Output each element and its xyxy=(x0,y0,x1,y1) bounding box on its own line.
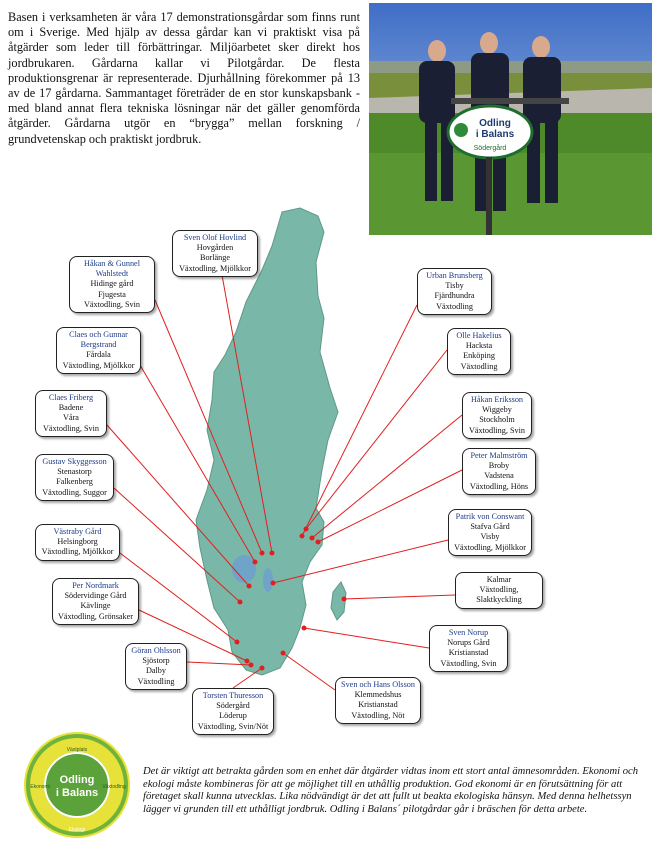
farm-owner: Sven Norup xyxy=(448,628,489,637)
sign-line2: i Balans xyxy=(475,129,515,140)
logo-line2: i Balans xyxy=(55,787,99,799)
farm-card xyxy=(335,677,421,724)
farm-card xyxy=(172,230,258,277)
farm-detail: Växtodling xyxy=(460,361,498,371)
farm-location-dot xyxy=(316,540,320,544)
farm-detail: Södervidinge Gård xyxy=(64,591,127,601)
farm-detail: Växtodling, Nöt xyxy=(351,710,405,720)
farm-detail: Fårdala xyxy=(86,350,111,360)
farm-owner: Sven och Hans Olsson xyxy=(341,680,415,689)
farm-location-dot xyxy=(235,640,239,644)
farm-detail: Växtodling xyxy=(436,301,473,311)
leader-line xyxy=(318,470,462,542)
farm-owner: Per Nordmark xyxy=(72,581,119,590)
farm-detail: Våra xyxy=(63,413,79,423)
sign-line1: Odling xyxy=(479,118,511,129)
farm-card xyxy=(56,327,141,374)
logo-ring-bottom: Ekologi xyxy=(68,827,86,833)
farm-owner: Håkan Eriksson xyxy=(470,395,524,404)
farm-location-dot xyxy=(302,626,306,630)
leader-line xyxy=(304,628,429,648)
farm-card xyxy=(35,524,120,561)
farm-detail: Badene xyxy=(58,403,84,413)
farm-owner: Göran Ohlsson xyxy=(131,646,181,655)
logo-line1: Odling xyxy=(59,774,95,786)
leader-line xyxy=(344,595,455,599)
farm-detail: Växtodling, Suggor xyxy=(42,487,107,497)
farm-owner: Urban Brunsberg xyxy=(426,271,483,280)
farm-detail: Borlänge xyxy=(199,253,230,263)
farm-detail: Enköping xyxy=(463,351,495,361)
intro-text: Basen i verksamheten är våra 17 demonstrationsgårdar som finns runt om i Sverige. Med hjälp av dessa gårdar kan vi praktiskt visa på åtgärder som leder till förbättringar. Miljöarbetet sker direkt hos jordbrukaren. Gårdarna kallar vi Pilotgårdar. De flesta produktionsgrenar är representerade. Djurhållning förekommer på 13 av de 17 gårdarna. Sammantaget företräder de en stor kunskapsbank - med bland annat flera tekniska lösningar när det gäller genomförda åtgärder. Gårdarna utgör en “brygga” mellan forskning / grundvetenskap och praktiskt jordbruk. xyxy=(8,10,360,146)
farm-detail: Löderup xyxy=(219,711,247,721)
logo-ring-top: Växtplats xyxy=(66,747,88,753)
lake-vattern xyxy=(263,568,273,592)
farm-owner: Västraby Gård xyxy=(53,527,102,536)
farm-detail: Kristianstad xyxy=(358,700,398,710)
farm-detail: Helsingborg xyxy=(57,537,98,547)
farm-card xyxy=(447,328,511,375)
farm-owner: Sven Olof Hovlind xyxy=(183,233,247,242)
farm-detail: Växtodling, Mjölkkor xyxy=(41,547,114,557)
farm-card xyxy=(192,688,274,735)
farm-detail: Växtodling, xyxy=(479,585,519,595)
farm-location-dot xyxy=(238,600,242,604)
farm-detail: Norups Gård xyxy=(447,638,490,648)
farm-location-dot xyxy=(260,666,264,670)
farm-detail: Stenastorp xyxy=(57,467,92,477)
farm-detail: Falkenberg xyxy=(56,477,93,487)
farm-detail: Växtodling, Grönsaker xyxy=(57,611,134,621)
farm-detail: Fjugesta xyxy=(98,289,126,299)
farm-detail: Stockholm xyxy=(479,415,515,425)
farm-owner: Olle Hakelius xyxy=(456,331,502,340)
farm-owner: Torsten Thuresson xyxy=(202,691,264,700)
leader-line xyxy=(233,668,262,688)
farm-card xyxy=(448,509,532,556)
logo-ring-left: Ekonomi xyxy=(30,784,50,790)
farm-owner: Claes och Gunnar Bergstrand xyxy=(69,330,128,350)
farm-card xyxy=(429,625,508,672)
farm-card xyxy=(125,643,187,690)
farm-detail: Växtodling, Mjölkkor xyxy=(454,542,526,552)
leader-line xyxy=(283,653,335,690)
lake-vanern xyxy=(232,555,256,583)
farm-detail: Kristianstad xyxy=(448,648,489,658)
farm-location-dot xyxy=(304,527,308,531)
farm-owner: Peter Malmström xyxy=(470,451,528,460)
farm-detail: Växtodling xyxy=(137,676,175,686)
farm-location-dot xyxy=(260,551,264,555)
farm-detail: Fjärdhundra xyxy=(434,291,475,301)
sweden-shape xyxy=(196,208,338,675)
farm-location-dot xyxy=(245,659,249,663)
farm-detail: Visby xyxy=(480,532,500,542)
farm-card xyxy=(462,392,532,439)
farm-detail: Vadstena xyxy=(484,471,514,481)
odling-i-balans-logo xyxy=(24,732,130,838)
farm-detail: Växtodling, Mjölkkor xyxy=(179,263,251,273)
farm-detail: Dalby xyxy=(145,666,166,676)
footer-text: Det är viktigt att betrakta gården som en enhet där åtgärder vidtas inom ett stort antal ämnesområden. Ekonomi och ekologi måste kombineras för att ge möjlighet till en uthållig produktion. God ekonomi är en förutsättning för att företaget skall kunna utvecklas. Lika nödvändigt är det att fullt ut beakta ekologiska hänsyn. Med denna helhetssyn lägger vi grunden till ett uthålligt jordbruk. Odling i Balans´ pilotgårdar går i bräschen för detta arbete. xyxy=(143,766,638,816)
farm-card xyxy=(69,256,155,313)
farm-card xyxy=(462,448,536,495)
farm-location-dot xyxy=(300,534,304,538)
leader-line xyxy=(312,415,462,538)
farm-owner: Gustav Skyggesson xyxy=(42,457,107,466)
farm-card xyxy=(35,390,107,437)
farm-detail: Wiggeby xyxy=(482,405,512,415)
farm-detail: Kalmar xyxy=(486,575,512,584)
farm-owner: Claes Friberg xyxy=(48,393,94,402)
farm-detail: Hovgården xyxy=(196,243,234,253)
farm-detail: Växtodling, Svin xyxy=(84,299,140,309)
farm-owner: Patrik von Conswant xyxy=(455,512,525,521)
farm-detail: Kävlinge xyxy=(80,601,111,611)
farm-detail: Växtodling, Mjölkkor xyxy=(62,360,135,370)
farm-location-dot xyxy=(249,663,253,667)
farm-location-dot xyxy=(271,581,275,585)
farm-detail: Södergård xyxy=(216,701,250,711)
farm-detail: Slaktkyckling xyxy=(476,595,522,605)
farm-card xyxy=(417,268,492,315)
farm-detail: Växtodling, Svin xyxy=(469,425,525,435)
farm-card xyxy=(52,578,139,625)
farm-card xyxy=(35,454,114,501)
farm-detail: Växtodling, Svin xyxy=(440,658,497,668)
farm-location-dot xyxy=(342,597,346,601)
farm-detail: Stafva Gård xyxy=(470,522,510,532)
farm-detail: Klemmedshus xyxy=(354,690,402,700)
farm-card xyxy=(455,572,543,609)
farm-detail: Växtodling, Svin/Nöt xyxy=(197,721,269,731)
farm-location-dot xyxy=(310,536,314,540)
farm-detail: Hacksta xyxy=(465,341,493,351)
logo-ring-right: Växtodling xyxy=(102,784,126,790)
farm-detail: Broby xyxy=(488,461,510,471)
farm-detail: Hidinge gård xyxy=(90,279,134,289)
farm-detail: Växtodling, Svin xyxy=(43,423,99,433)
farm-detail: Sjöstorp xyxy=(142,656,170,666)
farm-owner: Håkan & Gunnel Wahlstedt xyxy=(84,259,140,279)
farm-detail: Växtodling, Höns xyxy=(469,481,529,491)
farm-detail: Tisby xyxy=(445,281,464,291)
sign-line3: Södergård xyxy=(473,145,507,152)
farm-location-dot xyxy=(281,651,285,655)
farm-location-dot xyxy=(247,584,251,588)
farm-location-dot xyxy=(253,560,257,564)
farm-location-dot xyxy=(270,551,274,555)
